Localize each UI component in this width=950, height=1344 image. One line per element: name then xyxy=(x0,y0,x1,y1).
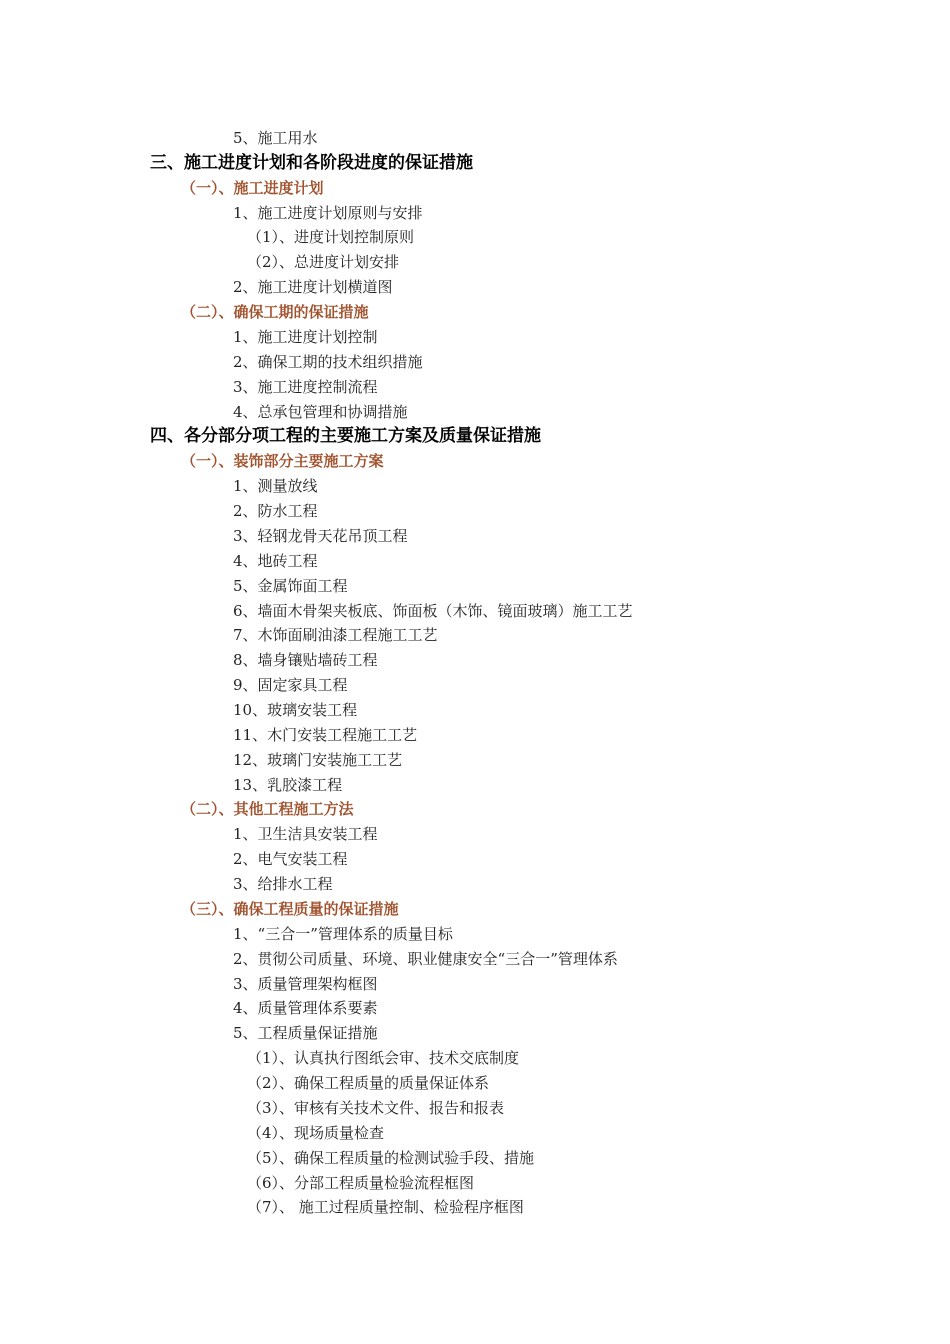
toc-entry-level-3: 3、施工进度控制流程 xyxy=(233,377,378,396)
toc-entry-level-4: （2）、确保工程质量的质量保证体系 xyxy=(247,1074,490,1093)
toc-entry-level-4: （4）、现场质量检查 xyxy=(247,1123,385,1142)
toc-entry-level-3: 5、金属饰面工程 xyxy=(233,576,348,595)
toc-entry-level-2: （二）、确保工期的保证措施 xyxy=(181,303,369,322)
toc-entry-level-3: 1、测量放线 xyxy=(233,477,318,496)
toc-entry-level-3: 4、地砖工程 xyxy=(233,551,318,570)
toc-entry-level-3: 10、玻璃安装工程 xyxy=(233,701,358,719)
toc-entry-level-2: （三）、确保工程质量的保证措施 xyxy=(181,899,399,918)
toc-entry-level-3: 2、电气安装工程 xyxy=(233,850,348,869)
toc-entry-level-3: 1、施工进度计划原则与安排 xyxy=(233,203,423,222)
toc-entry-level-3: 4、质量管理体系要素 xyxy=(233,999,378,1018)
toc-entry-level-3: 4、总承包管理和协调措施 xyxy=(233,402,408,421)
toc-entry-level-3: 5、施工用水 xyxy=(233,129,318,147)
toc-entry-level-2: （一）、装饰部分主要施工方案 xyxy=(181,452,384,471)
toc-entry-level-4: （6）、分部工程质量检验流程框图 xyxy=(247,1173,475,1192)
toc-entry-level-4: （1）、进度计划控制原则 xyxy=(247,228,415,247)
toc-entry-level-4: （7）、 施工过程质量控制、检验程序框图 xyxy=(247,1198,524,1217)
toc-entry-level-3: 8、墙身镶贴墙砖工程 xyxy=(233,651,378,670)
toc-entry-level-1: 三、施工进度计划和各阶段进度的保证措施 xyxy=(150,152,473,173)
toc-entry-level-2: （一）、施工进度计划 xyxy=(181,178,324,197)
toc-entry-level-3: 13、乳胶漆工程 xyxy=(233,775,343,794)
toc-entry-level-3: 5、工程质量保证措施 xyxy=(233,1024,378,1043)
toc-entry-level-3: 1、卫生洁具安装工程 xyxy=(233,825,378,844)
toc-entry-level-3: 2、确保工期的技术组织措施 xyxy=(233,352,423,371)
toc-entry-level-3: 6、墙面木骨架夹板底、饰面板（木饰、镜面玻璃）施工工艺 xyxy=(233,601,633,620)
toc-entry-level-3: 3、给排水工程 xyxy=(233,875,333,894)
toc-entry-level-4: （2）、总进度计划安排 xyxy=(247,253,400,272)
toc-entry-level-4: （1）、认真执行图纸会审、技术交底制度 xyxy=(247,1049,520,1068)
toc-entry-level-3: 1、“三合一”管理体系的质量目标 xyxy=(233,924,453,943)
toc-entry-level-3: 12、玻璃门安装施工工艺 xyxy=(233,750,403,769)
toc-entry-level-3: 3、轻钢龙骨天花吊顶工程 xyxy=(233,526,408,545)
toc-entry-level-3: 11、木门安装工程施工工艺 xyxy=(233,725,418,744)
toc-entry-level-3: 7、木饰面刷油漆工程施工工艺 xyxy=(233,626,438,645)
toc-entry-level-4: （3）、审核有关技术文件、报告和报表 xyxy=(247,1098,505,1117)
toc-entry-level-2: （二）、其他工程施工方法 xyxy=(181,800,354,819)
toc-entry-level-3: 2、贯彻公司质量、环境、职业健康安全“三合一”管理体系 xyxy=(233,949,618,968)
toc-entry-level-1: 四、各分部分项工程的主要施工方案及质量保证措施 xyxy=(150,426,541,447)
toc-entry-level-3: 2、防水工程 xyxy=(233,502,318,521)
toc-entry-level-3: 1、施工进度计划控制 xyxy=(233,327,378,346)
toc-entry-level-3: 9、固定家具工程 xyxy=(233,676,348,695)
toc-entry-level-3: 3、质量管理架构框图 xyxy=(233,974,378,993)
toc-entry-level-4: （5）、确保工程质量的检测试验手段、措施 xyxy=(247,1148,535,1167)
toc-entry-level-3: 2、施工进度计划横道图 xyxy=(233,278,393,297)
